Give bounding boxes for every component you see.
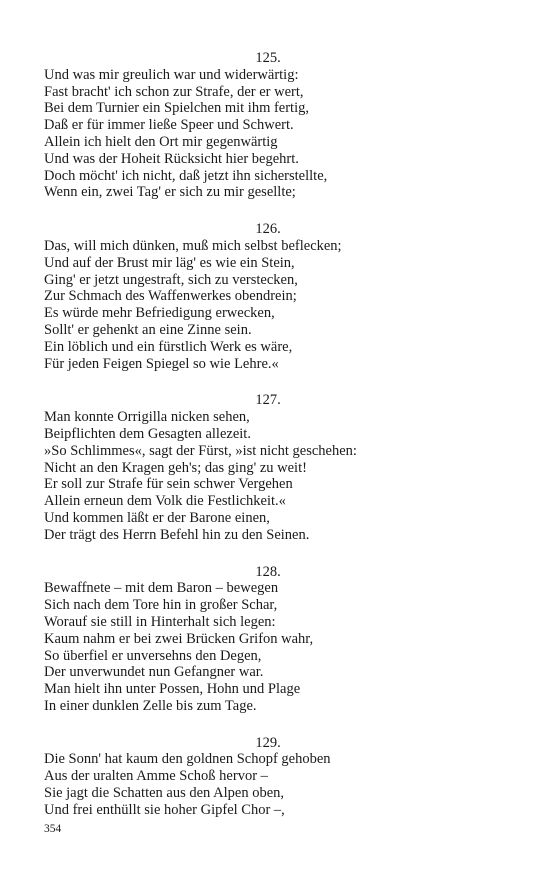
verse-line: Die Sonn' hat kaum den goldnen Schopf gehoben — [44, 751, 331, 768]
verse-line: Doch möcht' ich nicht, daß jetzt ihn sicherstellte, — [44, 167, 328, 184]
stanza-125 — [44, 50, 484, 201]
verse-line: Er soll zur Strafe für sein schwer Vergehen — [44, 476, 293, 493]
verse-line: Allein ich hielt den Ort mir gegenwärtig — [44, 133, 278, 150]
verse-line: Beipflichten dem Gesagten allezeit. — [44, 425, 251, 442]
verse-line: Aus der uralten Amme Schoß hervor – — [44, 768, 268, 785]
verse-line: Das, will mich dünken, muß mich selbst beflecken; — [44, 237, 342, 254]
verse-line: Und frei enthüllt sie hoher Gipfel Chor –, — [44, 801, 285, 818]
verse-line: Ging' er jetzt ungestraft, sich zu verstecken, — [44, 271, 298, 288]
stanza-129 — [44, 735, 484, 819]
verse-line: Sollt' er gehenkt an eine Zinne sein. — [44, 321, 252, 338]
verse-line: Bei dem Turnier ein Spielchen mit ihm fertig, — [44, 100, 309, 117]
page-number: 354 — [44, 823, 62, 835]
stanza-128 — [44, 564, 484, 715]
verse-line: Nicht an den Kragen geh's; das ging' zu weit! — [44, 459, 307, 476]
verse-line: Ein löblich und ein fürstlich Werk es wäre, — [44, 338, 293, 355]
stanza-number: 126. — [255, 221, 281, 238]
verse-line: In einer dunklen Zelle bis zum Tage. — [44, 697, 257, 714]
verse-line: Und auf der Brust mir läg' es wie ein Stein, — [44, 254, 295, 271]
verse-line: Allein erneun dem Volk die Festlichkeit.« — [44, 493, 286, 510]
verse-line: Man konnte Orrigilla nicken sehen, — [44, 409, 250, 426]
verse-line: Und kommen läßt er der Barone einen, — [44, 509, 270, 526]
verse-line: Es würde mehr Befriedigung erwecken, — [44, 305, 275, 322]
verse-line: Der unverwundet nun Gefangner war. — [44, 664, 264, 681]
verse-line: »So Schlimmes«, sagt der Fürst, »ist nicht geschehen: — [44, 442, 357, 459]
verse-line: Für jeden Feigen Spiegel so wie Lehre.« — [44, 355, 279, 372]
stanza-127 — [44, 392, 484, 543]
verse-line: Und was der Hoheit Rücksicht hier begehrt. — [44, 150, 299, 167]
verse-line: Worauf sie still in Hinterhalt sich legen: — [44, 613, 276, 630]
verse-line: Und was mir greulich war und widerwärtig: — [44, 66, 299, 83]
poem-text — [44, 50, 484, 839]
stanza-number: 125. — [255, 50, 281, 66]
stanza-number: 128. — [255, 563, 281, 580]
verse-line: Daß er für immer ließe Speer und Schwert. — [44, 117, 294, 134]
verse-line: So überfiel er unversehns den Degen, — [44, 647, 262, 664]
verse-line: Fast bracht' ich schon zur Strafe, der er wert, — [44, 83, 304, 100]
verse-line: Der trägt des Herrn Befehl hin zu den Seinen. — [44, 526, 310, 543]
verse-line: Bewaffnete – mit dem Baron – bewegen — [44, 580, 279, 597]
stanza-number: 129. — [255, 734, 281, 751]
verse-line: Kaum nahm er bei zwei Brücken Grifon wahr, — [44, 630, 314, 647]
verse-line: Sie jagt die Schatten aus den Alpen oben, — [44, 785, 285, 802]
stanza-number: 127. — [255, 392, 281, 409]
verse-line: Zur Schmach des Waffenwerkes obendrein; — [44, 288, 297, 305]
verse-line: Man hielt ihn unter Possen, Hohn und Plage — [44, 681, 301, 698]
verse-line: Sich nach dem Tore hin in großer Schar, — [44, 597, 278, 614]
stanza-126 — [44, 221, 484, 372]
verse-line: Wenn ein, zwei Tag' er sich zu mir gesellte; — [44, 184, 296, 201]
